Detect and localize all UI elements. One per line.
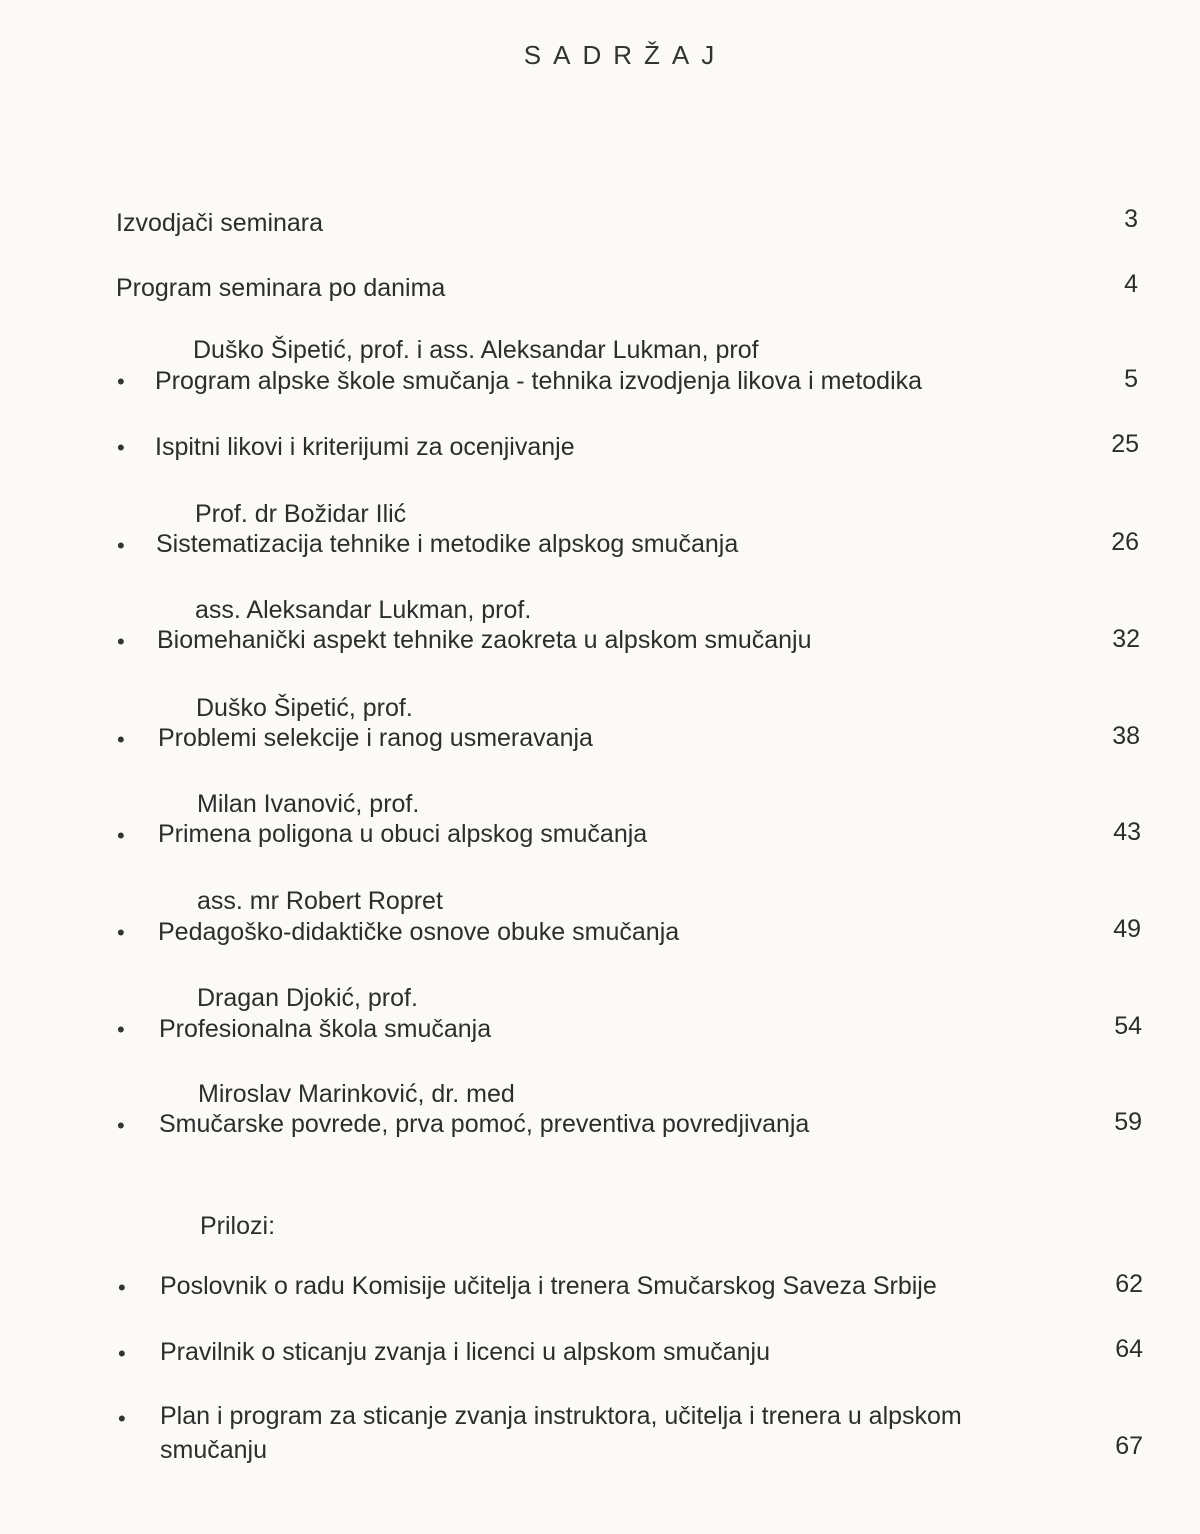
- toc-entry-page: 38: [1112, 722, 1140, 750]
- appendix-entry-title: Poslovnik o radu Komisije učitelja i trenera Smučarskog Saveza Srbije: [160, 1272, 937, 1300]
- toc-entry-title: Problemi selekcije i ranog usmeravanja: [158, 724, 593, 752]
- toc-entry-author: Duško Šipetić, prof.: [196, 694, 413, 722]
- toc-entry-author: Miroslav Marinković, dr. med: [198, 1080, 515, 1108]
- toc-entry-title: Program alpske škole smučanja - tehnika izvodjenja likova i metodika: [155, 367, 923, 395]
- toc-entry-title: Program seminara po danima: [116, 274, 446, 302]
- toc-entry-title: Pedagoško-didaktičke osnove obuke smučanja: [158, 918, 680, 946]
- appendix-entry-title-continued: smučanju: [160, 1436, 267, 1464]
- bullet-icon: •: [117, 920, 125, 945]
- bullet-icon: •: [117, 1113, 125, 1138]
- toc-entry-page: 59: [1114, 1108, 1142, 1136]
- bullet-icon: •: [118, 1406, 126, 1431]
- toc-entry-title: Biomehanički aspekt tehnike zaokreta u alpskom smučanju: [157, 626, 812, 654]
- toc-entry-author: ass. mr Robert Ropret: [197, 887, 443, 915]
- bullet-icon: •: [117, 369, 125, 394]
- toc-entry-author: Duško Šipetić, prof. i ass. Aleksandar Lukman, prof: [193, 336, 759, 364]
- toc-entry-title: Primena poligona u obuci alpskog smučanja: [158, 820, 648, 848]
- toc-entry-page: 54: [1114, 1012, 1142, 1040]
- appendix-entry-page: 62: [1115, 1270, 1143, 1298]
- page-title: SADRŽAJ: [523, 40, 727, 70]
- toc-entry-author: Prof. dr Božidar Ilić: [195, 500, 407, 528]
- appendix-entry-title: Plan i program za sticanje zvanja instruktora, učitelja i trenera u alpskom: [160, 1402, 962, 1430]
- appendix-entry-title: Pravilnik o sticanju zvanja i licenci u alpskom smučanju: [160, 1338, 770, 1366]
- appendix-entry-page: 64: [1115, 1335, 1143, 1363]
- toc-entry-title: Ispitni likovi i kriterijumi za ocenjivanje: [155, 433, 575, 461]
- bullet-icon: •: [117, 533, 125, 558]
- toc-entry-page: 43: [1113, 818, 1141, 846]
- toc-entry-page: 25: [1111, 430, 1139, 458]
- bullet-icon: •: [117, 435, 125, 460]
- bullet-icon: •: [118, 1341, 126, 1366]
- toc-entry-title: Profesionalna škola smučanja: [159, 1015, 492, 1043]
- toc-entry-title: Sistematizacija tehnike i metodike alpskog smučanja: [156, 530, 739, 558]
- toc-entry-title: Izvodjači seminara: [116, 209, 324, 237]
- bullet-icon: •: [117, 727, 125, 752]
- toc-entry-page: 49: [1113, 915, 1141, 943]
- bullet-icon: •: [117, 1017, 125, 1042]
- appendix-entry-page: 67: [1115, 1432, 1143, 1460]
- appendix-label: Prilozi:: [200, 1212, 276, 1240]
- toc-entry-author: Dragan Djokić, prof.: [197, 984, 418, 1012]
- toc-entry-author: Milan Ivanović, prof.: [197, 790, 420, 818]
- toc-entry-author: ass. Aleksandar Lukman, prof.: [195, 596, 532, 624]
- toc-entry-page: 5: [1124, 365, 1138, 393]
- bullet-icon: •: [118, 1275, 126, 1300]
- bullet-icon: •: [117, 629, 125, 654]
- toc-entry-page: 4: [1124, 270, 1138, 298]
- bullet-icon: •: [117, 823, 125, 848]
- toc-entry-page: 32: [1112, 625, 1140, 653]
- toc-entry-title: Smučarske povrede, prva pomoć, preventiva povredjivanja: [159, 1110, 810, 1138]
- toc-entry-page: 3: [1124, 205, 1138, 233]
- toc-entry-page: 26: [1111, 528, 1139, 556]
